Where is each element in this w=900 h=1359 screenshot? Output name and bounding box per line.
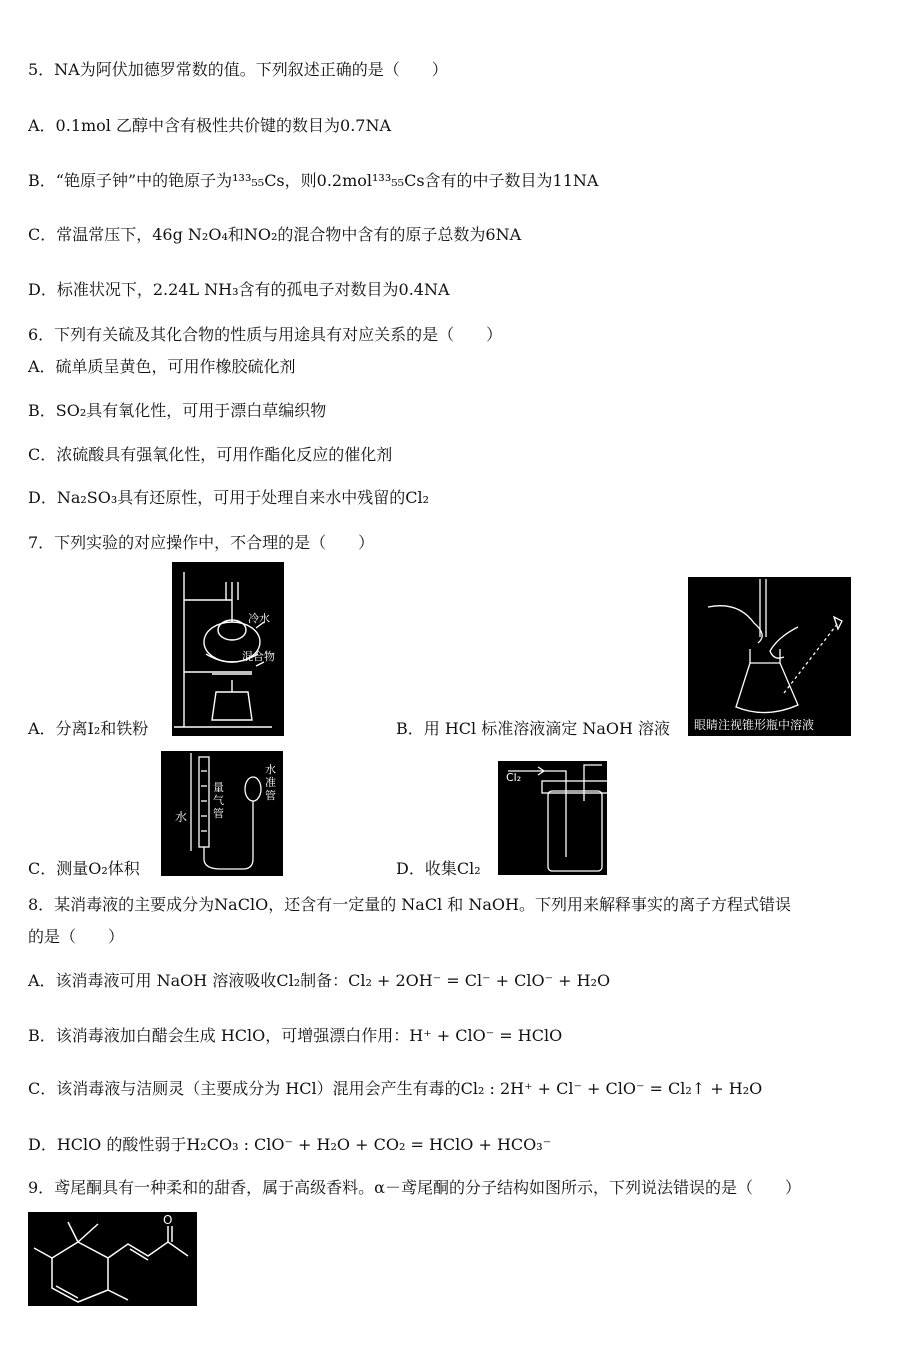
q8-stem-line1: 8．某消毒液的主要成分为NaClO，还含有一定量的 NaCl 和 NaOH。下列用来解释事实的离子方程式错误 <box>28 895 791 914</box>
q7-stem: 7．下列实验的对应操作中，不合理的是（ ） <box>28 533 375 552</box>
q8-option-d: D．HClO 的酸性弱于H₂CO₃ : ClO⁻ + H₂O + CO₂ = HClO + HCO₃⁻ <box>28 1135 552 1154</box>
fig-d-label-gas: Cl₂ <box>506 771 522 784</box>
q8-option-a: A．该消毒液可用 NaOH 溶液吸收Cl₂制备：Cl₂ + 2OH⁻ = Cl⁻ + ClO⁻ + H₂O <box>28 971 611 990</box>
q5-option-a: A．0.1mol 乙醇中含有极性共价键的数目为0.7NA <box>28 116 392 135</box>
q5-option-b: B．“铯原子钟”中的铯原子为¹³³₅₅Cs，则0.2mol¹³³₅₅Cs含有的中子数目为11NA <box>28 171 599 190</box>
q7-option-b: B．用 HCl 标准溶液滴定 NaOH 溶液 <box>396 719 671 738</box>
q7-option-d: D．收集Cl₂ <box>396 859 481 878</box>
q8-option-b: B．该消毒液加白醋会生成 HClO，可增强漂白作用：H⁺ + ClO⁻ = HClO <box>28 1026 563 1045</box>
q9-stem: 9．鸢尾酮具有一种柔和的甜香，属于高级香料。α－鸢尾酮的分子结构如图所示，下列说法错误的是（ ） <box>28 1178 801 1197</box>
fig-a-label-cold-water: 冷水 <box>248 612 270 625</box>
q6-stem: 6．下列有关硫及其化合物的性质与用途具有对应关系的是（ ） <box>28 325 503 344</box>
q5-option-c: C．常温常压下，46g N₂O₄和NO₂的混合物中含有的原子总数为6NA <box>28 225 522 244</box>
figure-c-gas-volume <box>161 751 283 876</box>
fig-c-label-level-tube: 水准管 <box>265 763 276 802</box>
q7-option-a: A．分离I₂和铁粉 <box>28 719 149 738</box>
q6-option-d: D．Na₂SO₃具有还原性，可用于处理自来水中残留的Cl₂ <box>28 488 430 507</box>
q7-option-c: C．测量O₂体积 <box>28 859 140 878</box>
q6-option-c: C．浓硫酸具有强氧化性，可用作酯化反应的催化剂 <box>28 445 393 464</box>
fig-q9-oxygen-label: O <box>163 1213 173 1227</box>
q5-option-d: D．标准状况下，2.24L NH₃含有的孤电子对数目为0.4NA <box>28 280 450 299</box>
q5-stem: 5．NA为阿伏加德罗常数的值。下列叙述正确的是（ ） <box>28 60 448 79</box>
q6-option-a: A．硫单质呈黄色，可用作橡胶硫化剂 <box>28 357 296 376</box>
figure-b-titration <box>688 577 851 736</box>
q8-stem-line2: 的是（ ） <box>28 927 125 946</box>
figure-a-sublimation <box>172 562 284 736</box>
fig-c-label-water: 水 <box>175 810 188 824</box>
figure-q9-structure <box>28 1212 197 1306</box>
fig-a-label-mixture: 混合物 <box>242 650 275 663</box>
fig-c-label-burette: 量气管 <box>213 781 224 820</box>
fig-b-caption: 眼睛注视锥形瓶中溶液 <box>694 718 815 732</box>
figure-d-gas-bottle <box>498 761 607 875</box>
q8-option-c: C．该消毒液与洁厕灵（主要成分为 HCl）混用会产生有毒的Cl₂ : 2H⁺ + Cl⁻ + ClO⁻ = Cl₂↑ + H₂O <box>28 1079 763 1098</box>
q6-option-b: B．SO₂具有氧化性，可用于漂白草编织物 <box>28 401 327 420</box>
